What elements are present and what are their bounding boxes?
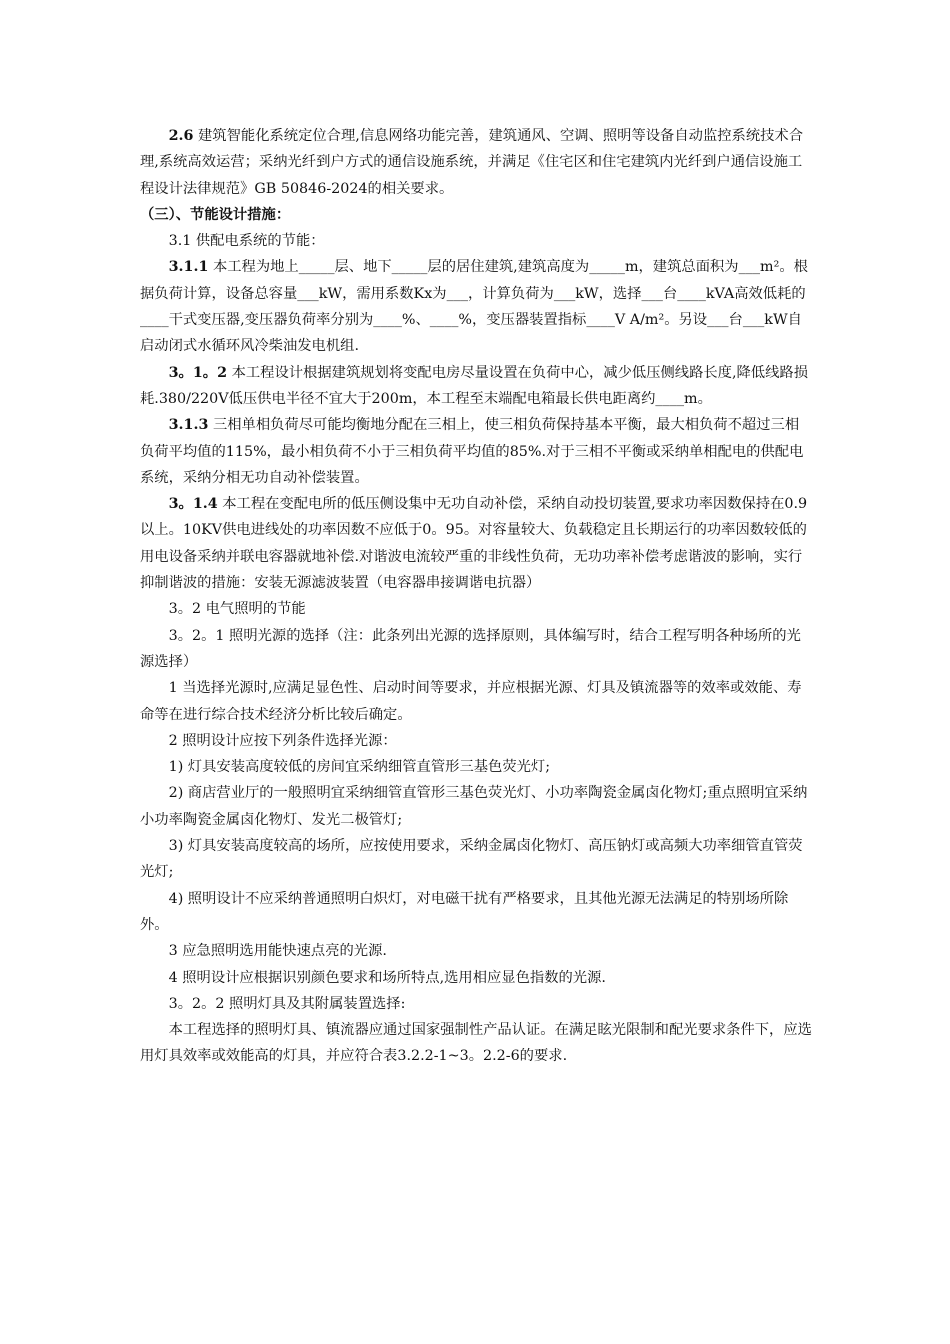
clause-number: 3。1。2 xyxy=(168,364,228,381)
paragraph-3-2-1: 3。2。1 照明光源的选择（注：此条列出光源的选择原则，具体编写时，结合工程写明各种场所的光源选择） xyxy=(140,627,801,670)
sub-item-2: 2) 商店营业厅的一般照明宜采纳细管直管形三基色荧光灯、小功率陶瓷金属卤化物灯;重点照明宜采纳小功率陶瓷金属卤化物灯、发光二极管灯; xyxy=(140,785,808,828)
sub-item-4: 4) 照明设计不应采纳普通照明白炽灯，对电磁干扰有严格要求，且其他光源无法满足的特别场所除外。 xyxy=(140,890,789,933)
clause-number: 3。1.4 xyxy=(168,496,218,513)
paragraph-text: 建筑智能化系统定位合理,信息网络功能完善，建筑通风、空调、照明等设备自动监控系统技术合理,系统高效运营；采纳光纤到户方式的通信设施系统，并满足《住宅区和住宅建筑内光纤到户通信设施工程设计法律规范》GB 50846-2024的相关要求。 xyxy=(140,128,804,197)
subsection-3-1: 3.1 供配电系统的节能： xyxy=(168,233,325,250)
list-item-1: 1 当选择光源时,应满足显色性、启动时间等要求，并应根据光源、灯具及镇流器等的效率或效能、寿命等在进行综合技术经济分析比较后确定。 xyxy=(140,680,802,723)
list-item-3: 3 应急照明选用能快速点亮的光源. xyxy=(168,943,387,960)
paragraph-text: 本工程为地上_____层、地下_____层的居住建筑,建筑高度为_____m，建筑总面积为___m²。根据负荷计算，设备总容量___kW，需用系数Kx为___，计算负荷为___kW，选择___台____kVA高效低耗的____干式变压器,变压器负荷率分别为____%、____%，变压器装置指标____V A/m²。另设___台___kW自启动闭式水循环风冷柴油发电机组. xyxy=(140,259,808,355)
paragraph-3-1-3 xyxy=(140,412,812,491)
document-body xyxy=(140,123,812,1070)
paragraph-3-2-2: 3。2。2 照明灯具及其附属装置选择: xyxy=(168,995,406,1012)
paragraph-3-2-2-text: 本工程选择的照明灯具、镇流器应通过国家强制性产品认证。在满足眩光限制和配光要求条件下，应选用灯具效率或效能高的灯具，并应符合表3.2.2-1~3。2.2-6的要求. xyxy=(140,1022,812,1065)
clause-number: 3.1.3 xyxy=(168,417,209,434)
paragraph-3-1-4 xyxy=(140,491,812,596)
paragraph-text: 三相单相负荷尽可能均衡地分配在三相上，使三相负荷保持基本平衡，最大相负荷不超过三相负荷平均值的115%，最小相负荷不小于三相负荷平均值的85%.对于三相不平衡或采纳单相配电的供配电系统，采纳分相无功自动补偿装置。 xyxy=(140,417,804,486)
paragraph-text: 本工程设计根据建筑规划将变配电房尽量设置在负荷中心，减少低压侧线路长度,降低线路损耗.380/220V低压供电半径不宜大于200m，本工程至末端配电箱最长供电距离约____m。 xyxy=(140,364,808,407)
clause-number: 2.6 xyxy=(168,128,194,144)
sub-item-1: 1) 灯具安装高度较低的房间宜采纳细管直管形三基色荧光灯; xyxy=(168,759,551,776)
subsection-3-2: 3。2 电气照明的节能 xyxy=(168,601,306,618)
clause-number: 3.1.1 xyxy=(168,259,209,276)
paragraph-3-1-1 xyxy=(140,254,812,359)
paragraph-2-6 xyxy=(140,123,812,202)
list-item-2: 2 照明设计应按下列条件选择光源： xyxy=(168,732,397,749)
list-item-4: 4 照明设计应根据识别颜色要求和场所特点,选用相应显色指数的光源. xyxy=(168,969,606,986)
sub-item-3: 3) 灯具安装高度较高的场所，应按使用要求，采纳金属卤化物灯、高压钠灯或高频大功率细管直管荧光灯; xyxy=(140,838,803,881)
paragraph-text: 本工程在变配电所的低压侧设集中无功自动补偿，采纳自动投切装置,要求功率因数保持在0.9以上。10KV供电进线处的功率因数不应低于0。95。对容量较大、负载稳定且长期运行的功率因数较低的用电设备采纳并联电容器就地补偿.对谐波电流较严重的非线性负荷，无功功率补偿考虑谐波的影响，实行抑制谐波的措施：安装无源滤波装置（电容器串接调谐电抗器） xyxy=(140,496,808,592)
paragraph-3-1-2 xyxy=(140,360,812,413)
section-heading-3: （三）、节能设计措施： xyxy=(140,206,291,223)
